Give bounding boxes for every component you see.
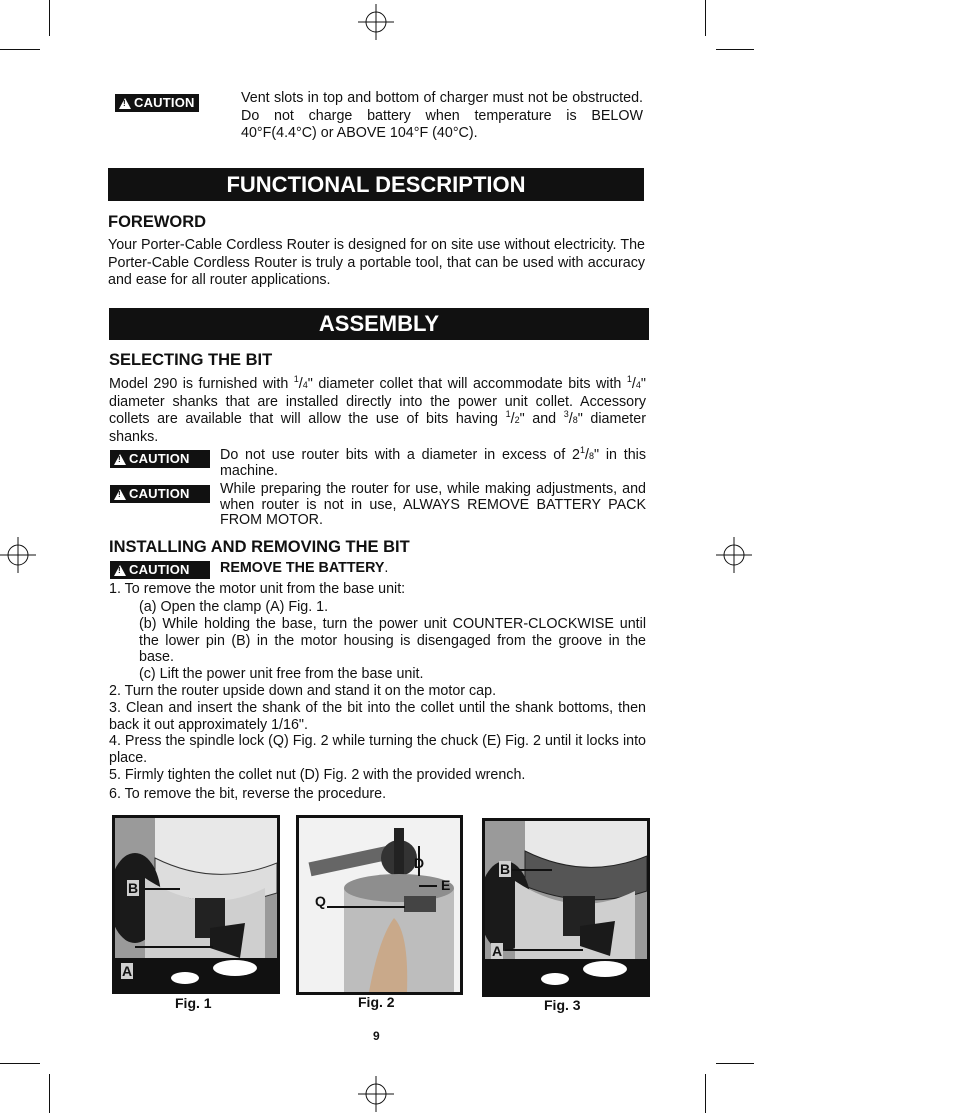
callout-label: Q xyxy=(315,893,326,909)
step-item: 4. Press the spindle lock (Q) Fig. 2 while turning the chuck (E) Fig. 2 until it locks into place. xyxy=(109,733,646,766)
crop-mark xyxy=(705,1074,706,1113)
crop-mark xyxy=(0,49,40,50)
step-item: (a) Open the clamp (A) Fig. 1. xyxy=(139,599,329,615)
registration-mark xyxy=(716,537,752,573)
step-item: 3. Clean and insert the shank of the bit into the collet until the shank bottoms, then back it out approximately 1/16". xyxy=(109,700,646,733)
leader-line xyxy=(505,949,583,951)
foreword-text: Your Porter-Cable Cordless Router is designed for on site use without electricity. The Porter-Cable Cordless Router is truly a portable tool, that can be used with accuracy and ease for all router applications. xyxy=(108,237,645,288)
crop-mark xyxy=(49,0,50,36)
charger-caution-text: Vent slots in top and bottom of charger must not be obstructed. Do not charge battery when temperature is BELOW 40°F(4.4°C) or ABOVE 104°F (40°C). xyxy=(241,90,643,141)
crop-mark xyxy=(49,1074,50,1113)
caution-badge: ! CAUTION xyxy=(110,485,210,503)
leader-line xyxy=(512,869,552,871)
figure-3-caption: Fig. 3 xyxy=(544,997,581,1013)
registration-mark xyxy=(0,537,36,573)
leader-line xyxy=(145,888,180,890)
caution-badge: ! CAUTION xyxy=(115,94,199,112)
remove-battery-caution: REMOVE THE BATTERY. xyxy=(220,560,389,576)
crop-mark xyxy=(716,1063,754,1064)
step-item: (b) While holding the base, turn the power unit COUNTER-CLOCKWISE until the lower pin (B) in the motor housing is disengaged from the groove in the base. xyxy=(139,616,646,665)
leader-line xyxy=(327,906,405,908)
callout-label: B xyxy=(500,861,511,877)
callout-label: E xyxy=(441,877,451,893)
callout-label: A xyxy=(492,943,503,959)
selecting-bit-heading: SELECTING THE BIT xyxy=(109,351,273,369)
warning-triangle-icon xyxy=(114,454,126,465)
warning-triangle-icon xyxy=(114,489,126,500)
step-item: 1. To remove the motor unit from the base unit: xyxy=(109,581,406,597)
figure-1-caption: Fig. 1 xyxy=(175,995,212,1011)
leader-line xyxy=(135,946,213,948)
figure-2-photo xyxy=(296,815,463,995)
figure-1-photo xyxy=(112,815,280,994)
router-pin-illustration xyxy=(485,821,647,994)
selecting-bit-text: Model 290 is furnished with $^1$/4" diameter collet that will accommodate bits with $^1$/4" diameter shanks that are installed directly into the power unit collet. Accessory collets are available that will allow the use of bits having $^1$/2" and $^3$/8" diameter shanks. xyxy=(109,374,646,445)
step-item: (c) Lift the power unit free from the base unit. xyxy=(139,666,424,682)
warning-triangle-icon xyxy=(119,98,131,109)
foreword-heading: FOREWORD xyxy=(108,213,207,231)
callout-label: A xyxy=(122,963,133,979)
page-number: 9 xyxy=(373,1029,380,1043)
bit-diameter-caution: Do not use router bits with a diameter in excess of $2^1/8$" in this machine. xyxy=(220,445,646,479)
battery-caution-text: While preparing the router for use, while making adjustments, and when router is not in use, ALWAYS REMOVE BATTERY PACK FROM MOTOR. xyxy=(220,481,646,528)
caution-badge: ! CAUTION xyxy=(110,450,210,468)
crop-mark xyxy=(716,49,754,50)
section-bar-assembly: ASSEMBLY xyxy=(109,308,649,340)
leader-line xyxy=(419,885,437,887)
warning-triangle-icon xyxy=(114,565,126,576)
installing-bit-heading: INSTALLING AND REMOVING THE BIT xyxy=(109,538,410,556)
step-item: 6. To remove the bit, reverse the procedure. xyxy=(109,786,387,802)
figure-3-photo xyxy=(482,818,650,997)
callout-label: B xyxy=(128,880,139,896)
crop-mark xyxy=(705,0,706,36)
step-item: 5. Firmly tighten the collet nut (D) Fig. 2 with the provided wrench. xyxy=(109,767,526,783)
step-item: 2. Turn the router upside down and stand it on the motor cap. xyxy=(109,683,497,699)
crop-mark xyxy=(0,1063,40,1064)
figure-2-caption: Fig. 2 xyxy=(358,994,395,1010)
router-clamp-illustration xyxy=(115,818,277,991)
registration-mark xyxy=(358,4,394,40)
section-bar-functional-description: FUNCTIONAL DESCRIPTION xyxy=(108,168,644,201)
registration-mark xyxy=(358,1076,394,1112)
callout-label: D xyxy=(414,855,425,871)
caution-badge: ! CAUTION xyxy=(110,561,210,579)
